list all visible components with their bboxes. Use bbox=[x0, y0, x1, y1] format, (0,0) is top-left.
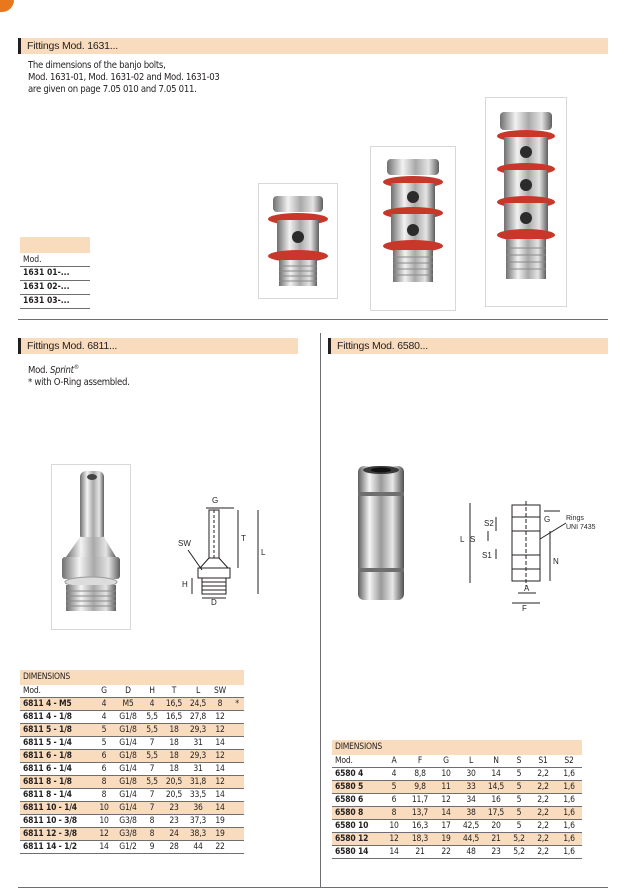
value-cell: 8 bbox=[94, 789, 114, 802]
section-6811-description bbox=[28, 362, 288, 389]
dim-label-n: N bbox=[553, 557, 559, 566]
model-cell: 6580 12 bbox=[332, 833, 382, 846]
desc-line: Mod. 1631-01, Mod. 1631-02 and Mod. 1631-03 bbox=[28, 72, 220, 83]
table-row bbox=[332, 807, 582, 820]
value-cell: 16,5 bbox=[162, 711, 186, 724]
value-cell: 44,5 bbox=[458, 833, 484, 846]
model-cell: 6580 14 bbox=[332, 846, 382, 859]
value-cell bbox=[230, 724, 244, 737]
table-row bbox=[332, 833, 582, 846]
model-cell: 6580 5 bbox=[332, 781, 382, 794]
value-cell: 21 bbox=[484, 833, 508, 846]
value-cell: 8 bbox=[382, 807, 406, 820]
value-cell: 12 bbox=[210, 776, 230, 789]
value-cell: 5 bbox=[382, 781, 406, 794]
value-cell: 18 bbox=[162, 724, 186, 737]
value-cell: 2,2 bbox=[530, 794, 556, 807]
value-cell: 38,3 bbox=[186, 828, 210, 841]
value-cell: 20,5 bbox=[162, 776, 186, 789]
value-cell: 5,5 bbox=[142, 776, 162, 789]
table-row bbox=[20, 841, 244, 854]
value-cell: 31,8 bbox=[186, 776, 210, 789]
value-cell: 23 bbox=[162, 815, 186, 828]
value-cell: 33,5 bbox=[186, 789, 210, 802]
value-cell: 20,5 bbox=[162, 789, 186, 802]
value-cell: 1,6 bbox=[556, 833, 582, 846]
value-cell: 18,3 bbox=[406, 833, 434, 846]
column-header bbox=[230, 685, 244, 698]
value-cell: G1/4 bbox=[114, 802, 142, 815]
value-cell: G1/2 bbox=[114, 841, 142, 854]
value-cell: 16,3 bbox=[406, 820, 434, 833]
banjo-bolt-1631-03-photo bbox=[485, 97, 567, 307]
dim-label-f: F bbox=[522, 604, 527, 613]
table-row bbox=[20, 802, 244, 815]
value-cell: 37,3 bbox=[186, 815, 210, 828]
table-6580-grid bbox=[332, 755, 582, 859]
value-cell: 5 bbox=[508, 768, 530, 781]
value-cell bbox=[230, 815, 244, 828]
value-cell: 19 bbox=[210, 815, 230, 828]
value-cell: 33 bbox=[458, 781, 484, 794]
desc-line: * with O-Ring assembled. bbox=[28, 377, 130, 389]
value-cell: 5 bbox=[508, 807, 530, 820]
banjo-bolt-triple-image bbox=[486, 98, 566, 306]
value-cell: 6 bbox=[382, 794, 406, 807]
value-cell: 31 bbox=[186, 737, 210, 750]
dim-label-d: D bbox=[211, 598, 217, 607]
value-cell: 5,5 bbox=[142, 750, 162, 763]
value-cell: G1/4 bbox=[114, 789, 142, 802]
value-cell: 18 bbox=[162, 737, 186, 750]
value-cell: 8 bbox=[210, 698, 230, 711]
dim-label-h: H bbox=[182, 580, 188, 589]
banjo-bolt-double-image bbox=[371, 147, 455, 310]
column-header: Mod. bbox=[20, 685, 94, 698]
dim-label-rings: Rings bbox=[566, 515, 584, 522]
value-cell: 13,7 bbox=[406, 807, 434, 820]
value-cell: 18 bbox=[162, 763, 186, 776]
dim-label-a: A bbox=[524, 584, 530, 593]
value-cell: 1,6 bbox=[556, 820, 582, 833]
table-6580-title: DIMENSIONS bbox=[332, 740, 582, 755]
value-cell: 12 bbox=[382, 833, 406, 846]
model-cell: 6811 8 - 1/4 bbox=[20, 789, 94, 802]
value-cell: 24,5 bbox=[186, 698, 210, 711]
value-cell: G3/8 bbox=[114, 828, 142, 841]
value-cell: 14 bbox=[210, 763, 230, 776]
value-cell: 14 bbox=[484, 768, 508, 781]
value-cell: G1/4 bbox=[114, 763, 142, 776]
value-cell: 17,5 bbox=[484, 807, 508, 820]
desc-line: The dimensions of the banjo bolts, bbox=[28, 60, 166, 71]
value-cell: 5 bbox=[508, 820, 530, 833]
fitting-6811-drawing bbox=[168, 494, 278, 612]
value-cell: 8,8 bbox=[406, 768, 434, 781]
value-cell: 10 bbox=[94, 802, 114, 815]
value-cell: 8 bbox=[142, 828, 162, 841]
table-row bbox=[20, 789, 244, 802]
model-cell: 6811 8 - 1/8 bbox=[20, 776, 94, 789]
value-cell: 5,5 bbox=[142, 711, 162, 724]
value-cell: 6 bbox=[94, 763, 114, 776]
value-cell: 2,2 bbox=[530, 820, 556, 833]
value-cell: 34 bbox=[458, 794, 484, 807]
column-header: S1 bbox=[530, 755, 556, 768]
fitting-6580-photo bbox=[352, 458, 410, 608]
value-cell: G1/8 bbox=[114, 711, 142, 724]
dim-label-t: T bbox=[241, 534, 246, 543]
desc-mod-label: Mod. bbox=[28, 365, 48, 377]
section-1631-title: Fittings Mod. 1631... bbox=[27, 40, 118, 52]
value-cell: 29,3 bbox=[186, 750, 210, 763]
model-cell: 6580 10 bbox=[332, 820, 382, 833]
value-cell: 14 bbox=[210, 802, 230, 815]
push-in-stud-image bbox=[52, 465, 130, 629]
fitting-6580-drawing bbox=[456, 497, 606, 619]
value-cell: 30 bbox=[458, 768, 484, 781]
value-cell: 2,2 bbox=[530, 768, 556, 781]
value-cell: 2,2 bbox=[530, 781, 556, 794]
column-header: G bbox=[434, 755, 458, 768]
table-1631 bbox=[20, 237, 90, 309]
value-cell: 2,2 bbox=[530, 846, 556, 859]
value-cell: 7 bbox=[142, 802, 162, 815]
table-header-row bbox=[20, 685, 244, 698]
value-cell: 21 bbox=[406, 846, 434, 859]
model-cell: 6811 6 - 1/8 bbox=[20, 750, 94, 763]
value-cell: 28 bbox=[162, 841, 186, 854]
model-cell: 6811 5 - 1/8 bbox=[20, 724, 94, 737]
fitting-6811-photo bbox=[51, 464, 131, 630]
value-cell: 9 bbox=[142, 841, 162, 854]
orange-corner-tab bbox=[0, 0, 14, 12]
value-cell: 12 bbox=[210, 711, 230, 724]
value-cell: M5 bbox=[114, 698, 142, 711]
column-header: T bbox=[162, 685, 186, 698]
banjo-bolt-single-image bbox=[259, 184, 337, 298]
value-cell: 16,5 bbox=[162, 698, 186, 711]
model-cell: 6811 12 - 3/8 bbox=[20, 828, 94, 841]
value-cell: G1/8 bbox=[114, 724, 142, 737]
table-row bbox=[332, 846, 582, 859]
value-cell: 14,5 bbox=[484, 781, 508, 794]
bottom-rule bbox=[18, 887, 608, 888]
value-cell bbox=[230, 776, 244, 789]
value-cell: 14 bbox=[434, 807, 458, 820]
value-cell: 10 bbox=[434, 768, 458, 781]
value-cell: 18 bbox=[162, 750, 186, 763]
registered-mark: ® bbox=[73, 364, 79, 371]
value-cell: 1,6 bbox=[556, 846, 582, 859]
dim-label-l: L bbox=[261, 548, 266, 557]
column-header: SW bbox=[210, 685, 230, 698]
section-6811-title: Fittings Mod. 6811... bbox=[27, 340, 118, 352]
value-cell: 10 bbox=[382, 820, 406, 833]
value-cell: 42,5 bbox=[458, 820, 484, 833]
value-cell: 5 bbox=[508, 781, 530, 794]
value-cell: 2,2 bbox=[530, 807, 556, 820]
model-cell: 6580 6 bbox=[332, 794, 382, 807]
table-row bbox=[20, 776, 244, 789]
value-cell: G3/8 bbox=[114, 815, 142, 828]
value-cell: 12 bbox=[434, 794, 458, 807]
desc-line: are given on page 7.05 010 and 7.05 011. bbox=[28, 84, 197, 95]
value-cell: 27,8 bbox=[186, 711, 210, 724]
value-cell: 1,6 bbox=[556, 794, 582, 807]
model-cell: 6811 14 - 1/2 bbox=[20, 841, 94, 854]
value-cell: 1,6 bbox=[556, 807, 582, 820]
value-cell: 2,2 bbox=[530, 833, 556, 846]
table-6811-grid bbox=[20, 685, 244, 854]
section-6580-header bbox=[328, 338, 608, 354]
value-cell: 4 bbox=[94, 711, 114, 724]
table-row bbox=[20, 711, 244, 724]
banjo-bolt-1631-02-photo bbox=[370, 146, 456, 311]
value-cell: G1/8 bbox=[114, 776, 142, 789]
dim-label-g: G bbox=[544, 515, 551, 524]
table-row bbox=[332, 820, 582, 833]
table-1631-header: Mod. bbox=[20, 253, 90, 267]
value-cell bbox=[230, 750, 244, 763]
value-cell: 23 bbox=[484, 846, 508, 859]
table-row bbox=[20, 763, 244, 776]
value-cell: 5 bbox=[94, 724, 114, 737]
table-1631-row: 1631 02-... bbox=[20, 281, 90, 295]
column-header: S2 bbox=[556, 755, 582, 768]
dim-label-g: G bbox=[212, 496, 219, 505]
value-cell: 16 bbox=[484, 794, 508, 807]
value-cell: 19 bbox=[210, 828, 230, 841]
table-6811-title: DIMENSIONS bbox=[20, 670, 244, 685]
section-6580-title: Fittings Mod. 6580... bbox=[337, 340, 428, 352]
value-cell: 14 bbox=[94, 841, 114, 854]
value-cell: 20 bbox=[484, 820, 508, 833]
column-header: N bbox=[484, 755, 508, 768]
value-cell: 4 bbox=[382, 768, 406, 781]
value-cell: 19 bbox=[434, 833, 458, 846]
table-header-row bbox=[332, 755, 582, 768]
value-cell bbox=[230, 711, 244, 724]
value-cell: 17 bbox=[434, 820, 458, 833]
value-cell: 4 bbox=[142, 698, 162, 711]
column-header: L bbox=[186, 685, 210, 698]
value-cell: 5 bbox=[94, 737, 114, 750]
value-cell: 22 bbox=[434, 846, 458, 859]
value-cell: 29,3 bbox=[186, 724, 210, 737]
column-header: D bbox=[114, 685, 142, 698]
value-cell: 7 bbox=[142, 763, 162, 776]
model-cell: 6811 10 - 1/4 bbox=[20, 802, 94, 815]
value-cell bbox=[230, 828, 244, 841]
column-header: Mod. bbox=[332, 755, 382, 768]
value-cell: 12 bbox=[210, 724, 230, 737]
value-cell: 6 bbox=[94, 750, 114, 763]
value-cell: 10 bbox=[94, 815, 114, 828]
table-row bbox=[332, 768, 582, 781]
value-cell: 4 bbox=[94, 698, 114, 711]
value-cell bbox=[230, 737, 244, 750]
dim-label-s: S bbox=[470, 535, 476, 544]
value-cell: 31 bbox=[186, 763, 210, 776]
column-divider bbox=[320, 333, 321, 888]
model-cell: 6811 6 - 1/4 bbox=[20, 763, 94, 776]
section-divider bbox=[18, 319, 608, 320]
value-cell bbox=[230, 763, 244, 776]
value-cell: 5 bbox=[508, 794, 530, 807]
value-cell: 7 bbox=[142, 737, 162, 750]
table-1631-band bbox=[20, 237, 90, 253]
dim-label-s2: S2 bbox=[484, 519, 494, 528]
value-cell bbox=[230, 802, 244, 815]
table-1631-row: 1631 01-... bbox=[20, 267, 90, 281]
value-cell: 48 bbox=[458, 846, 484, 859]
model-cell: 6580 8 bbox=[332, 807, 382, 820]
banjo-bolt-1631-01-photo bbox=[258, 183, 338, 299]
column-header: F bbox=[406, 755, 434, 768]
value-cell: 22 bbox=[210, 841, 230, 854]
table-row bbox=[20, 828, 244, 841]
table-6580 bbox=[332, 740, 582, 859]
value-cell: 5,2 bbox=[508, 846, 530, 859]
value-cell: 14 bbox=[210, 737, 230, 750]
column-header: S bbox=[508, 755, 530, 768]
model-cell: 6811 5 - 1/4 bbox=[20, 737, 94, 750]
section-1631-header bbox=[18, 38, 608, 54]
column-header: A bbox=[382, 755, 406, 768]
dim-label-s1: S1 bbox=[482, 551, 492, 560]
table-1631-row: 1631 03-... bbox=[20, 295, 90, 309]
dim-label-l: L bbox=[460, 535, 465, 544]
column-header: L bbox=[458, 755, 484, 768]
model-cell: 6811 4 - M5 bbox=[20, 698, 94, 711]
section-6811-header bbox=[18, 338, 298, 354]
table-row bbox=[20, 698, 244, 711]
value-cell: 14 bbox=[210, 789, 230, 802]
table-row bbox=[332, 781, 582, 794]
column-header: H bbox=[142, 685, 162, 698]
value-cell: 23 bbox=[162, 802, 186, 815]
value-cell: * bbox=[230, 698, 244, 711]
value-cell: 12 bbox=[210, 750, 230, 763]
table-row bbox=[20, 750, 244, 763]
value-cell: G1/4 bbox=[114, 737, 142, 750]
value-cell: 5,2 bbox=[508, 833, 530, 846]
sprint-brand-name: Sprint bbox=[49, 365, 74, 377]
value-cell: 12 bbox=[94, 828, 114, 841]
table-row bbox=[20, 724, 244, 737]
table-6811 bbox=[20, 670, 244, 854]
value-cell bbox=[230, 789, 244, 802]
model-cell: 6580 4 bbox=[332, 768, 382, 781]
value-cell: 36 bbox=[186, 802, 210, 815]
dim-label-uni: UNI 7435 bbox=[566, 524, 596, 531]
column-header: G bbox=[94, 685, 114, 698]
value-cell: 5,5 bbox=[142, 724, 162, 737]
straight-union-image bbox=[352, 458, 410, 608]
model-cell: 6811 10 - 3/8 bbox=[20, 815, 94, 828]
section-1631-description bbox=[28, 60, 268, 96]
value-cell: 8 bbox=[142, 815, 162, 828]
value-cell: 11,7 bbox=[406, 794, 434, 807]
table-row bbox=[20, 737, 244, 750]
value-cell: 44 bbox=[186, 841, 210, 854]
value-cell bbox=[230, 841, 244, 854]
value-cell: 7 bbox=[142, 789, 162, 802]
dim-label-sw: SW bbox=[178, 539, 191, 548]
value-cell: 8 bbox=[94, 776, 114, 789]
table-row bbox=[20, 815, 244, 828]
model-cell: 6811 4 - 1/8 bbox=[20, 711, 94, 724]
value-cell: G1/8 bbox=[114, 750, 142, 763]
value-cell: 1,6 bbox=[556, 781, 582, 794]
value-cell: 38 bbox=[458, 807, 484, 820]
table-row bbox=[332, 794, 582, 807]
value-cell: 11 bbox=[434, 781, 458, 794]
value-cell: 24 bbox=[162, 828, 186, 841]
value-cell: 9,8 bbox=[406, 781, 434, 794]
value-cell: 14 bbox=[382, 846, 406, 859]
value-cell: 1,6 bbox=[556, 768, 582, 781]
desc-line bbox=[28, 362, 288, 377]
